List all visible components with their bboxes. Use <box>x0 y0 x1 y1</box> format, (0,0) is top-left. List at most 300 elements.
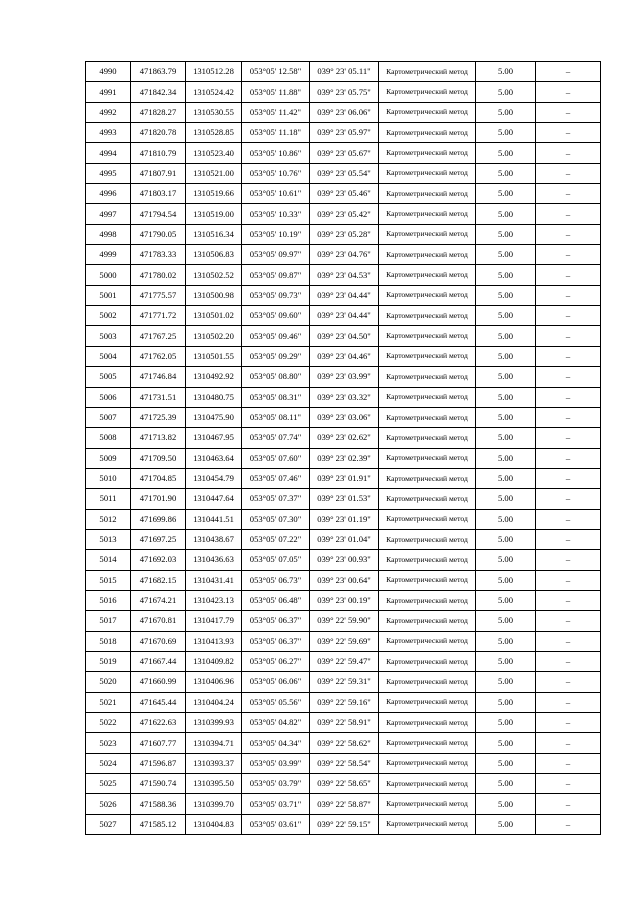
accuracy-cell: 5.00 <box>476 590 536 610</box>
method-cell: Картометрический метод <box>379 814 476 834</box>
longitude-cell: 039° 23' 01.53" <box>310 489 379 509</box>
point-number-cell: 5025 <box>86 774 131 794</box>
description-cell: – <box>536 367 601 387</box>
y-coordinate-cell: 1310409.82 <box>186 651 242 671</box>
longitude-cell: 039° 23' 05.46" <box>310 184 379 204</box>
point-number-cell: 5020 <box>86 672 131 692</box>
accuracy-cell: 5.00 <box>476 346 536 366</box>
latitude-cell: 053°05' 07.05" <box>242 550 310 570</box>
x-coordinate-cell: 471842.34 <box>131 82 186 102</box>
method-cell: Картометрический метод <box>379 448 476 468</box>
description-cell: – <box>536 346 601 366</box>
x-coordinate-cell: 471783.33 <box>131 245 186 265</box>
accuracy-cell: 5.00 <box>476 509 536 529</box>
latitude-cell: 053°05' 11.18" <box>242 123 310 143</box>
longitude-cell: 039° 23' 05.54" <box>310 163 379 183</box>
latitude-cell: 053°05' 07.22" <box>242 529 310 549</box>
longitude-cell: 039° 23' 00.93" <box>310 550 379 570</box>
y-coordinate-cell: 1310521.00 <box>186 163 242 183</box>
longitude-cell: 039° 23' 05.42" <box>310 204 379 224</box>
y-coordinate-cell: 1310530.55 <box>186 102 242 122</box>
table-row <box>86 306 601 326</box>
description-cell: – <box>536 651 601 671</box>
accuracy-cell: 5.00 <box>476 489 536 509</box>
longitude-cell: 039° 23' 04.53" <box>310 265 379 285</box>
description-cell: – <box>536 245 601 265</box>
latitude-cell: 053°05' 10.76" <box>242 163 310 183</box>
y-coordinate-cell: 1310441.51 <box>186 509 242 529</box>
table-row <box>86 529 601 549</box>
latitude-cell: 053°05' 06.37" <box>242 611 310 631</box>
y-coordinate-cell: 1310523.40 <box>186 143 242 163</box>
longitude-cell: 039° 23' 04.44" <box>310 306 379 326</box>
method-cell: Картометрический метод <box>379 184 476 204</box>
point-number-cell: 4991 <box>86 82 131 102</box>
longitude-cell: 039° 23' 04.46" <box>310 346 379 366</box>
latitude-cell: 053°05' 06.48" <box>242 590 310 610</box>
description-cell: – <box>536 123 601 143</box>
x-coordinate-cell: 471645.44 <box>131 692 186 712</box>
method-cell: Картометрический метод <box>379 570 476 590</box>
latitude-cell: 053°05' 05.56" <box>242 692 310 712</box>
longitude-cell: 039° 23' 02.62" <box>310 428 379 448</box>
latitude-cell: 053°05' 04.34" <box>242 733 310 753</box>
longitude-cell: 039° 22' 59.69" <box>310 631 379 651</box>
point-number-cell: 5015 <box>86 570 131 590</box>
table-row <box>86 814 601 834</box>
accuracy-cell: 5.00 <box>476 62 536 82</box>
point-number-cell: 4998 <box>86 224 131 244</box>
longitude-cell: 039° 23' 04.50" <box>310 326 379 346</box>
y-coordinate-cell: 1310480.75 <box>186 387 242 407</box>
method-cell: Картометрический метод <box>379 692 476 712</box>
latitude-cell: 053°05' 08.31" <box>242 387 310 407</box>
description-cell: – <box>536 82 601 102</box>
description-cell: – <box>536 753 601 773</box>
method-cell: Картометрический метод <box>379 631 476 651</box>
table-row <box>86 143 601 163</box>
point-number-cell: 4999 <box>86 245 131 265</box>
table-row <box>86 550 601 570</box>
latitude-cell: 053°05' 09.97" <box>242 245 310 265</box>
accuracy-cell: 5.00 <box>476 529 536 549</box>
method-cell: Картометрический метод <box>379 651 476 671</box>
y-coordinate-cell: 1310502.20 <box>186 326 242 346</box>
point-number-cell: 5007 <box>86 407 131 427</box>
latitude-cell: 053°05' 09.29" <box>242 346 310 366</box>
method-cell: Картометрический метод <box>379 285 476 305</box>
method-cell: Картометрический метод <box>379 672 476 692</box>
method-cell: Картометрический метод <box>379 143 476 163</box>
y-coordinate-cell: 1310404.24 <box>186 692 242 712</box>
table-row <box>86 326 601 346</box>
longitude-cell: 039° 22' 59.16" <box>310 692 379 712</box>
accuracy-cell: 5.00 <box>476 672 536 692</box>
latitude-cell: 053°05' 03.99" <box>242 753 310 773</box>
latitude-cell: 053°05' 07.46" <box>242 468 310 488</box>
method-cell: Картометрический метод <box>379 367 476 387</box>
accuracy-cell: 5.00 <box>476 468 536 488</box>
accuracy-cell: 5.00 <box>476 814 536 834</box>
method-cell: Картометрический метод <box>379 326 476 346</box>
accuracy-cell: 5.00 <box>476 184 536 204</box>
method-cell: Картометрический метод <box>379 529 476 549</box>
description-cell: – <box>536 143 601 163</box>
longitude-cell: 039° 22' 59.31" <box>310 672 379 692</box>
latitude-cell: 053°05' 11.42" <box>242 102 310 122</box>
table-row <box>86 245 601 265</box>
point-number-cell: 5002 <box>86 306 131 326</box>
latitude-cell: 053°05' 03.79" <box>242 774 310 794</box>
method-cell: Картометрический метод <box>379 550 476 570</box>
method-cell: Картометрический метод <box>379 123 476 143</box>
point-number-cell: 4990 <box>86 62 131 82</box>
accuracy-cell: 5.00 <box>476 102 536 122</box>
x-coordinate-cell: 471670.69 <box>131 631 186 651</box>
longitude-cell: 039° 22' 59.15" <box>310 814 379 834</box>
accuracy-cell: 5.00 <box>476 224 536 244</box>
point-number-cell: 5000 <box>86 265 131 285</box>
latitude-cell: 053°05' 07.60" <box>242 448 310 468</box>
description-cell: – <box>536 529 601 549</box>
longitude-cell: 039° 23' 05.67" <box>310 143 379 163</box>
point-number-cell: 5004 <box>86 346 131 366</box>
description-cell: – <box>536 590 601 610</box>
latitude-cell: 053°05' 07.37" <box>242 489 310 509</box>
table-row <box>86 570 601 590</box>
y-coordinate-cell: 1310528.85 <box>186 123 242 143</box>
accuracy-cell: 5.00 <box>476 631 536 651</box>
longitude-cell: 039° 23' 00.19" <box>310 590 379 610</box>
y-coordinate-cell: 1310524.42 <box>186 82 242 102</box>
description-cell: – <box>536 428 601 448</box>
y-coordinate-cell: 1310447.64 <box>186 489 242 509</box>
method-cell: Картометрический метод <box>379 428 476 448</box>
y-coordinate-cell: 1310395.50 <box>186 774 242 794</box>
latitude-cell: 053°05' 07.30" <box>242 509 310 529</box>
table-row <box>86 265 601 285</box>
point-number-cell: 5010 <box>86 468 131 488</box>
point-number-cell: 5003 <box>86 326 131 346</box>
description-cell: – <box>536 62 601 82</box>
table-body <box>86 62 601 835</box>
accuracy-cell: 5.00 <box>476 611 536 631</box>
x-coordinate-cell: 471807.91 <box>131 163 186 183</box>
method-cell: Картометрический метод <box>379 753 476 773</box>
x-coordinate-cell: 471667.44 <box>131 651 186 671</box>
y-coordinate-cell: 1310399.93 <box>186 713 242 733</box>
description-cell: – <box>536 814 601 834</box>
x-coordinate-cell: 471746.84 <box>131 367 186 387</box>
point-number-cell: 5021 <box>86 692 131 712</box>
table-row <box>86 489 601 509</box>
accuracy-cell: 5.00 <box>476 326 536 346</box>
description-cell: – <box>536 774 601 794</box>
method-cell: Картометрический метод <box>379 489 476 509</box>
accuracy-cell: 5.00 <box>476 204 536 224</box>
y-coordinate-cell: 1310399.70 <box>186 794 242 814</box>
y-coordinate-cell: 1310502.52 <box>186 265 242 285</box>
description-cell: – <box>536 265 601 285</box>
x-coordinate-cell: 471771.72 <box>131 306 186 326</box>
description-cell: – <box>536 387 601 407</box>
table-row <box>86 794 601 814</box>
longitude-cell: 039° 23' 05.97" <box>310 123 379 143</box>
accuracy-cell: 5.00 <box>476 794 536 814</box>
point-number-cell: 5024 <box>86 753 131 773</box>
latitude-cell: 053°05' 06.06" <box>242 672 310 692</box>
table-row <box>86 672 601 692</box>
x-coordinate-cell: 471590.74 <box>131 774 186 794</box>
description-cell: – <box>536 448 601 468</box>
longitude-cell: 039° 23' 04.44" <box>310 285 379 305</box>
latitude-cell: 053°05' 03.61" <box>242 814 310 834</box>
latitude-cell: 053°05' 09.46" <box>242 326 310 346</box>
accuracy-cell: 5.00 <box>476 265 536 285</box>
longitude-cell: 039° 22' 58.91" <box>310 713 379 733</box>
latitude-cell: 053°05' 09.60" <box>242 306 310 326</box>
method-cell: Картометрический метод <box>379 611 476 631</box>
description-cell: – <box>536 733 601 753</box>
longitude-cell: 039° 23' 05.75" <box>310 82 379 102</box>
method-cell: Картометрический метод <box>379 265 476 285</box>
longitude-cell: 039° 23' 02.39" <box>310 448 379 468</box>
x-coordinate-cell: 471767.25 <box>131 326 186 346</box>
x-coordinate-cell: 471588.36 <box>131 794 186 814</box>
x-coordinate-cell: 471682.15 <box>131 570 186 590</box>
y-coordinate-cell: 1310413.93 <box>186 631 242 651</box>
table-row <box>86 753 601 773</box>
point-number-cell: 5001 <box>86 285 131 305</box>
description-cell: – <box>536 631 601 651</box>
y-coordinate-cell: 1310431.41 <box>186 570 242 590</box>
description-cell: – <box>536 204 601 224</box>
x-coordinate-cell: 471762.05 <box>131 346 186 366</box>
method-cell: Картометрический метод <box>379 82 476 102</box>
longitude-cell: 039° 23' 03.99" <box>310 367 379 387</box>
method-cell: Картометрический метод <box>379 590 476 610</box>
longitude-cell: 039° 23' 00.64" <box>310 570 379 590</box>
table-row <box>86 285 601 305</box>
latitude-cell: 053°05' 11.88" <box>242 82 310 102</box>
accuracy-cell: 5.00 <box>476 550 536 570</box>
description-cell: – <box>536 489 601 509</box>
latitude-cell: 053°05' 10.61" <box>242 184 310 204</box>
y-coordinate-cell: 1310423.13 <box>186 590 242 610</box>
x-coordinate-cell: 471790.05 <box>131 224 186 244</box>
longitude-cell: 039° 22' 58.65" <box>310 774 379 794</box>
description-cell: – <box>536 326 601 346</box>
point-number-cell: 5027 <box>86 814 131 834</box>
longitude-cell: 039° 23' 04.76" <box>310 245 379 265</box>
x-coordinate-cell: 471775.57 <box>131 285 186 305</box>
latitude-cell: 053°05' 03.71" <box>242 794 310 814</box>
x-coordinate-cell: 471701.90 <box>131 489 186 509</box>
method-cell: Картометрический метод <box>379 733 476 753</box>
table-row <box>86 62 601 82</box>
table-row <box>86 631 601 651</box>
y-coordinate-cell: 1310492.92 <box>186 367 242 387</box>
longitude-cell: 039° 23' 03.06" <box>310 407 379 427</box>
longitude-cell: 039° 23' 06.06" <box>310 102 379 122</box>
table-row <box>86 774 601 794</box>
longitude-cell: 039° 23' 01.04" <box>310 529 379 549</box>
accuracy-cell: 5.00 <box>476 123 536 143</box>
latitude-cell: 053°05' 09.73" <box>242 285 310 305</box>
description-cell: – <box>536 102 601 122</box>
latitude-cell: 053°05' 10.19" <box>242 224 310 244</box>
y-coordinate-cell: 1310404.83 <box>186 814 242 834</box>
table-row <box>86 82 601 102</box>
y-coordinate-cell: 1310512.28 <box>186 62 242 82</box>
table-row <box>86 184 601 204</box>
y-coordinate-cell: 1310501.55 <box>186 346 242 366</box>
method-cell: Картометрический метод <box>379 204 476 224</box>
accuracy-cell: 5.00 <box>476 407 536 427</box>
point-number-cell: 5018 <box>86 631 131 651</box>
y-coordinate-cell: 1310454.79 <box>186 468 242 488</box>
x-coordinate-cell: 471731.51 <box>131 387 186 407</box>
longitude-cell: 039° 22' 59.90" <box>310 611 379 631</box>
table-row <box>86 733 601 753</box>
method-cell: Картометрический метод <box>379 713 476 733</box>
description-cell: – <box>536 509 601 529</box>
method-cell: Картометрический метод <box>379 102 476 122</box>
point-number-cell: 5012 <box>86 509 131 529</box>
description-cell: – <box>536 611 601 631</box>
description-cell: – <box>536 306 601 326</box>
x-coordinate-cell: 471725.39 <box>131 407 186 427</box>
table-row <box>86 204 601 224</box>
x-coordinate-cell: 471713.82 <box>131 428 186 448</box>
y-coordinate-cell: 1310417.79 <box>186 611 242 631</box>
table-row <box>86 611 601 631</box>
longitude-cell: 039° 23' 05.11" <box>310 62 379 82</box>
x-coordinate-cell: 471585.12 <box>131 814 186 834</box>
y-coordinate-cell: 1310438.67 <box>186 529 242 549</box>
y-coordinate-cell: 1310436.63 <box>186 550 242 570</box>
y-coordinate-cell: 1310406.96 <box>186 672 242 692</box>
method-cell: Картометрический метод <box>379 346 476 366</box>
accuracy-cell: 5.00 <box>476 753 536 773</box>
x-coordinate-cell: 471607.77 <box>131 733 186 753</box>
table-row <box>86 713 601 733</box>
accuracy-cell: 5.00 <box>476 692 536 712</box>
accuracy-cell: 5.00 <box>476 651 536 671</box>
x-coordinate-cell: 471709.50 <box>131 448 186 468</box>
accuracy-cell: 5.00 <box>476 713 536 733</box>
point-number-cell: 4993 <box>86 123 131 143</box>
accuracy-cell: 5.00 <box>476 143 536 163</box>
x-coordinate-cell: 471803.17 <box>131 184 186 204</box>
description-cell: – <box>536 184 601 204</box>
description-cell: – <box>536 570 601 590</box>
method-cell: Картометрический метод <box>379 62 476 82</box>
latitude-cell: 053°05' 07.74" <box>242 428 310 448</box>
point-number-cell: 4995 <box>86 163 131 183</box>
accuracy-cell: 5.00 <box>476 733 536 753</box>
point-number-cell: 5023 <box>86 733 131 753</box>
longitude-cell: 039° 23' 03.32" <box>310 387 379 407</box>
longitude-cell: 039° 22' 59.47" <box>310 651 379 671</box>
description-cell: – <box>536 224 601 244</box>
x-coordinate-cell: 471820.78 <box>131 123 186 143</box>
point-number-cell: 5016 <box>86 590 131 610</box>
y-coordinate-cell: 1310506.83 <box>186 245 242 265</box>
latitude-cell: 053°05' 06.27" <box>242 651 310 671</box>
description-cell: – <box>536 672 601 692</box>
table-row <box>86 448 601 468</box>
y-coordinate-cell: 1310501.02 <box>186 306 242 326</box>
y-coordinate-cell: 1310475.90 <box>186 407 242 427</box>
point-number-cell: 5009 <box>86 448 131 468</box>
x-coordinate-cell: 471697.25 <box>131 529 186 549</box>
point-number-cell: 4992 <box>86 102 131 122</box>
table-row <box>86 163 601 183</box>
point-number-cell: 5017 <box>86 611 131 631</box>
accuracy-cell: 5.00 <box>476 245 536 265</box>
point-number-cell: 4996 <box>86 184 131 204</box>
x-coordinate-cell: 471660.99 <box>131 672 186 692</box>
point-number-cell: 5008 <box>86 428 131 448</box>
y-coordinate-cell: 1310516.34 <box>186 224 242 244</box>
coordinates-table <box>85 61 601 835</box>
x-coordinate-cell: 471699.86 <box>131 509 186 529</box>
x-coordinate-cell: 471780.02 <box>131 265 186 285</box>
x-coordinate-cell: 471670.81 <box>131 611 186 631</box>
accuracy-cell: 5.00 <box>476 306 536 326</box>
table-row <box>86 407 601 427</box>
latitude-cell: 053°05' 12.58" <box>242 62 310 82</box>
description-cell: – <box>536 713 601 733</box>
x-coordinate-cell: 471704.85 <box>131 468 186 488</box>
latitude-cell: 053°05' 09.87" <box>242 265 310 285</box>
accuracy-cell: 5.00 <box>476 570 536 590</box>
table-row <box>86 468 601 488</box>
method-cell: Картометрический метод <box>379 224 476 244</box>
accuracy-cell: 5.00 <box>476 163 536 183</box>
latitude-cell: 053°05' 06.73" <box>242 570 310 590</box>
method-cell: Картометрический метод <box>379 387 476 407</box>
accuracy-cell: 5.00 <box>476 387 536 407</box>
description-cell: – <box>536 285 601 305</box>
point-number-cell: 5011 <box>86 489 131 509</box>
y-coordinate-cell: 1310467.95 <box>186 428 242 448</box>
table-row <box>86 692 601 712</box>
point-number-cell: 5014 <box>86 550 131 570</box>
point-number-cell: 4997 <box>86 204 131 224</box>
accuracy-cell: 5.00 <box>476 448 536 468</box>
method-cell: Картометрический метод <box>379 245 476 265</box>
latitude-cell: 053°05' 10.33" <box>242 204 310 224</box>
y-coordinate-cell: 1310519.00 <box>186 204 242 224</box>
x-coordinate-cell: 471810.79 <box>131 143 186 163</box>
method-cell: Картометрический метод <box>379 407 476 427</box>
y-coordinate-cell: 1310519.66 <box>186 184 242 204</box>
x-coordinate-cell: 471596.87 <box>131 753 186 773</box>
longitude-cell: 039° 22' 58.87" <box>310 794 379 814</box>
longitude-cell: 039° 22' 58.54" <box>310 753 379 773</box>
point-number-cell: 5022 <box>86 713 131 733</box>
description-cell: – <box>536 550 601 570</box>
table-row <box>86 651 601 671</box>
table-row <box>86 346 601 366</box>
latitude-cell: 053°05' 08.11" <box>242 407 310 427</box>
point-number-cell: 5005 <box>86 367 131 387</box>
x-coordinate-cell: 471828.27 <box>131 102 186 122</box>
table-row <box>86 102 601 122</box>
method-cell: Картометрический метод <box>379 794 476 814</box>
